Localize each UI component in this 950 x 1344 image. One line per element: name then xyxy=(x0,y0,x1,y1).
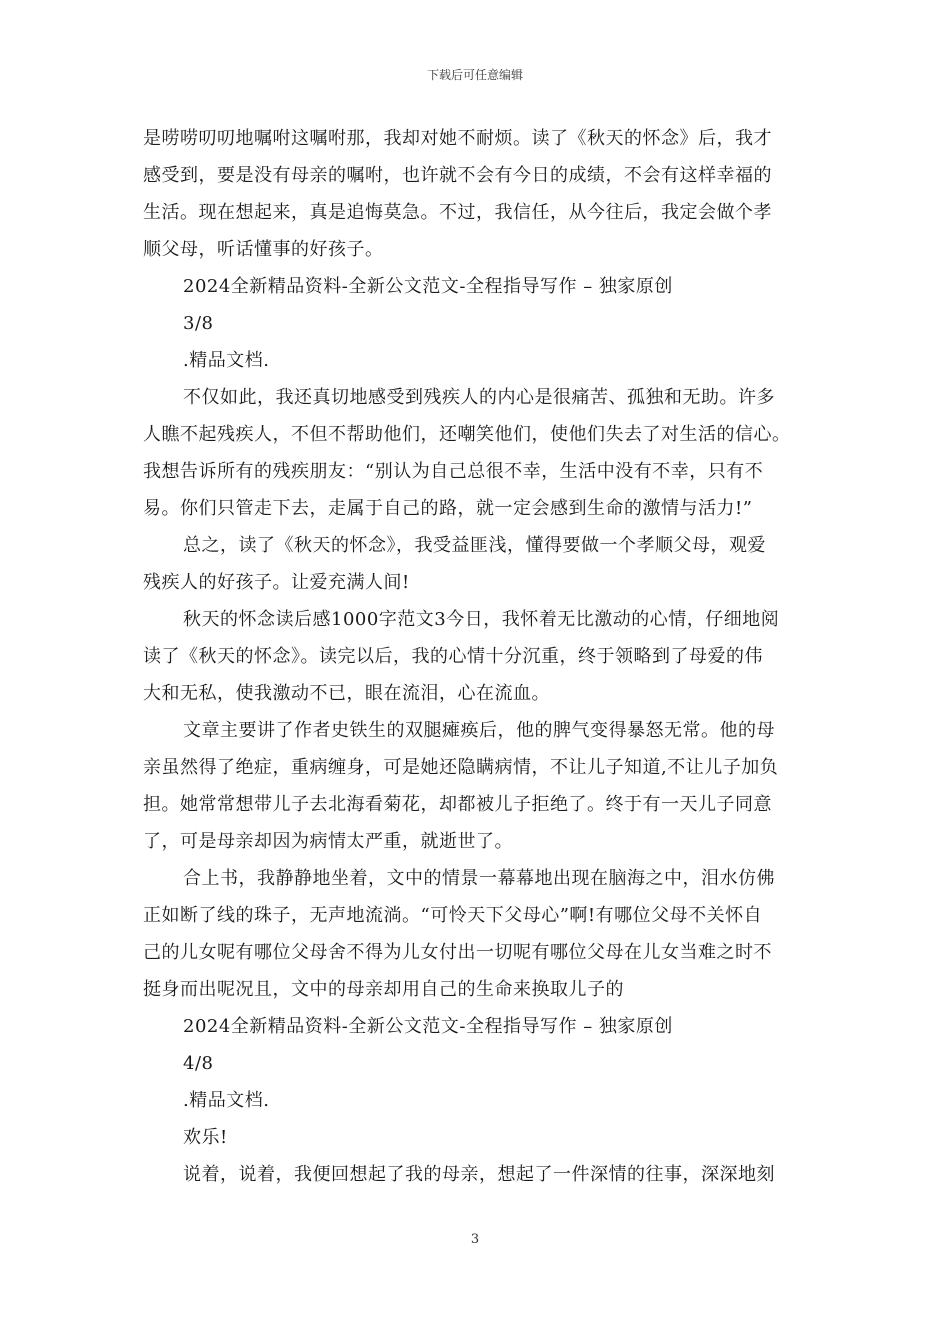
text-line: 残疾人的好孩子。让爱充满人间! xyxy=(143,572,410,593)
text-line: 担。她常常想带儿子去北海看菊花，却都被儿子拒绝了。终于有一天儿子同意 xyxy=(143,794,772,815)
text-line: 亲虽然得了绝症，重病缠身，可是她还隐瞒病情，不让儿子知道,不让儿子加负 xyxy=(143,757,779,778)
text-line: 大和无私，使我激动不已，眼在流泪，心在流血。 xyxy=(143,683,550,704)
text-line: 易。你们只管走下去，走属于自己的路，就一定会感到生命的激情与活力!” xyxy=(143,498,753,519)
text-line: 不仅如此，我还真切地感受到残疾人的内心是很痛苦、孤独和无助。许多 xyxy=(183,387,775,408)
text-line: 是唠唠叨叨地嘱咐这嘱咐那，我却对她不耐烦。读了《秋天的怀念》后，我才 xyxy=(143,128,772,149)
promo-line: 2024全新精品资料-全新公文范文-全程指导写作 – 独家原创 xyxy=(183,1016,673,1037)
text-line: 我想告诉所有的残疾朋友：“别认为自己总很不幸，生活中没有不幸，只有不 xyxy=(143,461,764,482)
text-line: 欢乐! xyxy=(183,1127,228,1148)
body-text xyxy=(143,120,811,1193)
text-line: 合上书，我静静地坐着，文中的情景一幕幕地出现在脑海之中，泪水仿佛 xyxy=(183,868,775,889)
text-line: 说着，说着，我便回想起了我的母亲，想起了一件深情的往事，深深地刻 xyxy=(183,1164,775,1185)
text-line: 秋天的怀念读后感1000字范文3今日，我怀着无比激动的心情，仔细地阅 xyxy=(183,609,780,630)
promo-line: 2024全新精品资料-全新公文范文-全程指导写作 – 独家原创 xyxy=(183,276,673,297)
text-line: 感受到，要是没有母亲的嘱咐，也许就不会有今日的成绩，不会有这样幸福的 xyxy=(143,165,772,186)
doc-label: .精品文档. xyxy=(183,350,270,371)
doc-label: .精品文档. xyxy=(183,1090,270,1111)
page-counter: 3/8 xyxy=(183,313,214,334)
text-line: 读了《秋天的怀念》。读完以后，我的心情十分沉重，终于领略到了母爱的伟 xyxy=(143,646,763,667)
header-note: 下载后可任意编辑 xyxy=(426,68,523,82)
text-line: 生活。现在想起来，真是追悔莫急。不过，我信任，从今往后，我定会做个孝 xyxy=(143,202,772,223)
text-line: 人瞧不起残疾人，不但不帮助他们，还嘲笑他们，使他们失去了对生活的信心。 xyxy=(143,424,791,445)
text-line: 了，可是母亲却因为病情太严重，就逝世了。 xyxy=(143,831,513,852)
page-number: 3 xyxy=(470,1232,480,1247)
text-line: 总之，读了《秋天的怀念》，我受益匪浅，懂得要做一个孝顺父母，观爱 xyxy=(183,535,766,556)
text-line: 文章主要讲了作者史铁生的双腿瘫痪后，他的脾气变得暴怒无常。他的母 xyxy=(183,720,775,741)
page-counter: 4/8 xyxy=(183,1053,214,1074)
text-line: 正如断了线的珠子，无声地流淌。“可怜天下父母心”啊!有哪位父母不关怀自 xyxy=(143,905,763,926)
text-line: 己的儿女呢有哪位父母舍不得为儿女付出一切呢有哪位父母在儿女当难之时不 xyxy=(143,942,772,963)
text-line: 挺身而出呢况且，文中的母亲却用自己的生命来换取儿子的 xyxy=(143,979,624,1000)
text-line: 顺父母，听话懂事的好孩子。 xyxy=(143,239,384,260)
